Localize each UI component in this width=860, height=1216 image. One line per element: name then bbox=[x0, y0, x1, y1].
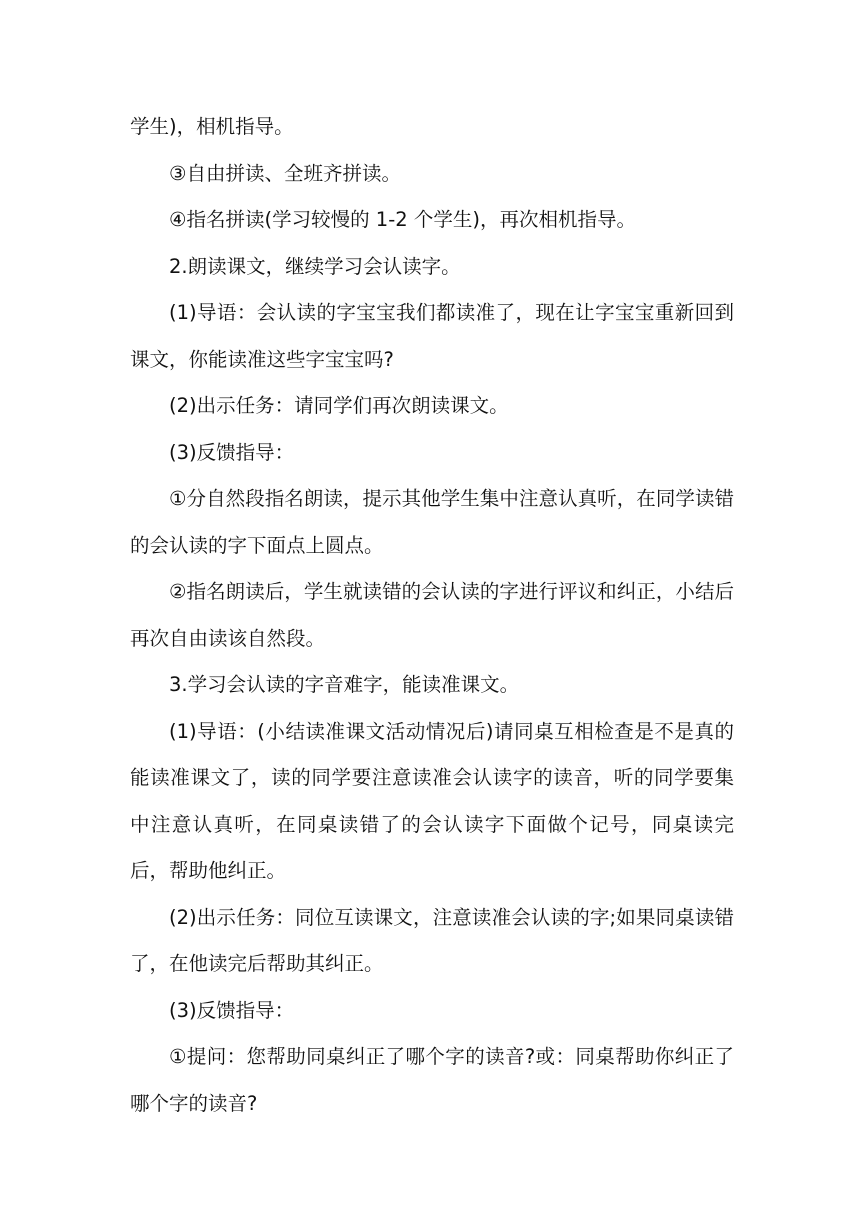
paragraph-feedback-3b: (3)反馈指导： bbox=[169, 998, 295, 1022]
paragraph-feedback-3: (3)反馈指导： bbox=[169, 440, 295, 464]
paragraph-task-2: (2)出示任务：请同学们再次朗读课文。 bbox=[169, 394, 509, 417]
paragraph-feedback-item-2: ②指名朗读后，学生就读错的会认读的字进行评议和纠正，小结后再次自由读该自然段。 bbox=[130, 580, 734, 650]
paragraph-continuation: 学生)，相机指导。 bbox=[130, 115, 294, 138]
paragraph-feedback-item-1: ①分自然段指名朗读，提示其他学生集中注意认真听，在同学读错的会认读的字下面点上圆点。 bbox=[130, 487, 734, 557]
section-heading-2: 2.朗读课文，继续学习会认读字。 bbox=[169, 254, 461, 278]
section-heading-3: 3.学习会认读的字音难字，能读准课文。 bbox=[169, 673, 520, 696]
paragraph-step-3: ③自由拼读、全班齐拼读。 bbox=[169, 161, 401, 185]
paragraph-task-2b: (2)出示任务：同位互读课文，注意读准会认读的字;如果同桌读错了，在他读完后帮助其纠正。 bbox=[130, 905, 734, 975]
document-body bbox=[130, 104, 734, 1127]
paragraph-intro-1: (1)导语：会认读的字宝宝我们都读准了，现在让字宝宝重新回到课文，你能读准这些字宝宝吗? bbox=[130, 301, 734, 371]
paragraph-intro-1b: (1)导语：(小结读准课文活动情况后)请同桌互相检查是不是真的能读准课文了，读的同学要注意读准会认读字的读音，听的同学要集中注意认真听，在同桌读错了的会认读字下面做个记号，同桌读完后，帮助他纠正。 bbox=[130, 719, 734, 882]
paragraph-question-1: ①提问：您帮助同桌纠正了哪个字的读音?或：同桌帮助你纠正了哪个字的读音? bbox=[130, 1045, 734, 1115]
paragraph-step-4: ④指名拼读(学习较慢的 1-2 个学生)，再次相机指导。 bbox=[169, 208, 636, 231]
